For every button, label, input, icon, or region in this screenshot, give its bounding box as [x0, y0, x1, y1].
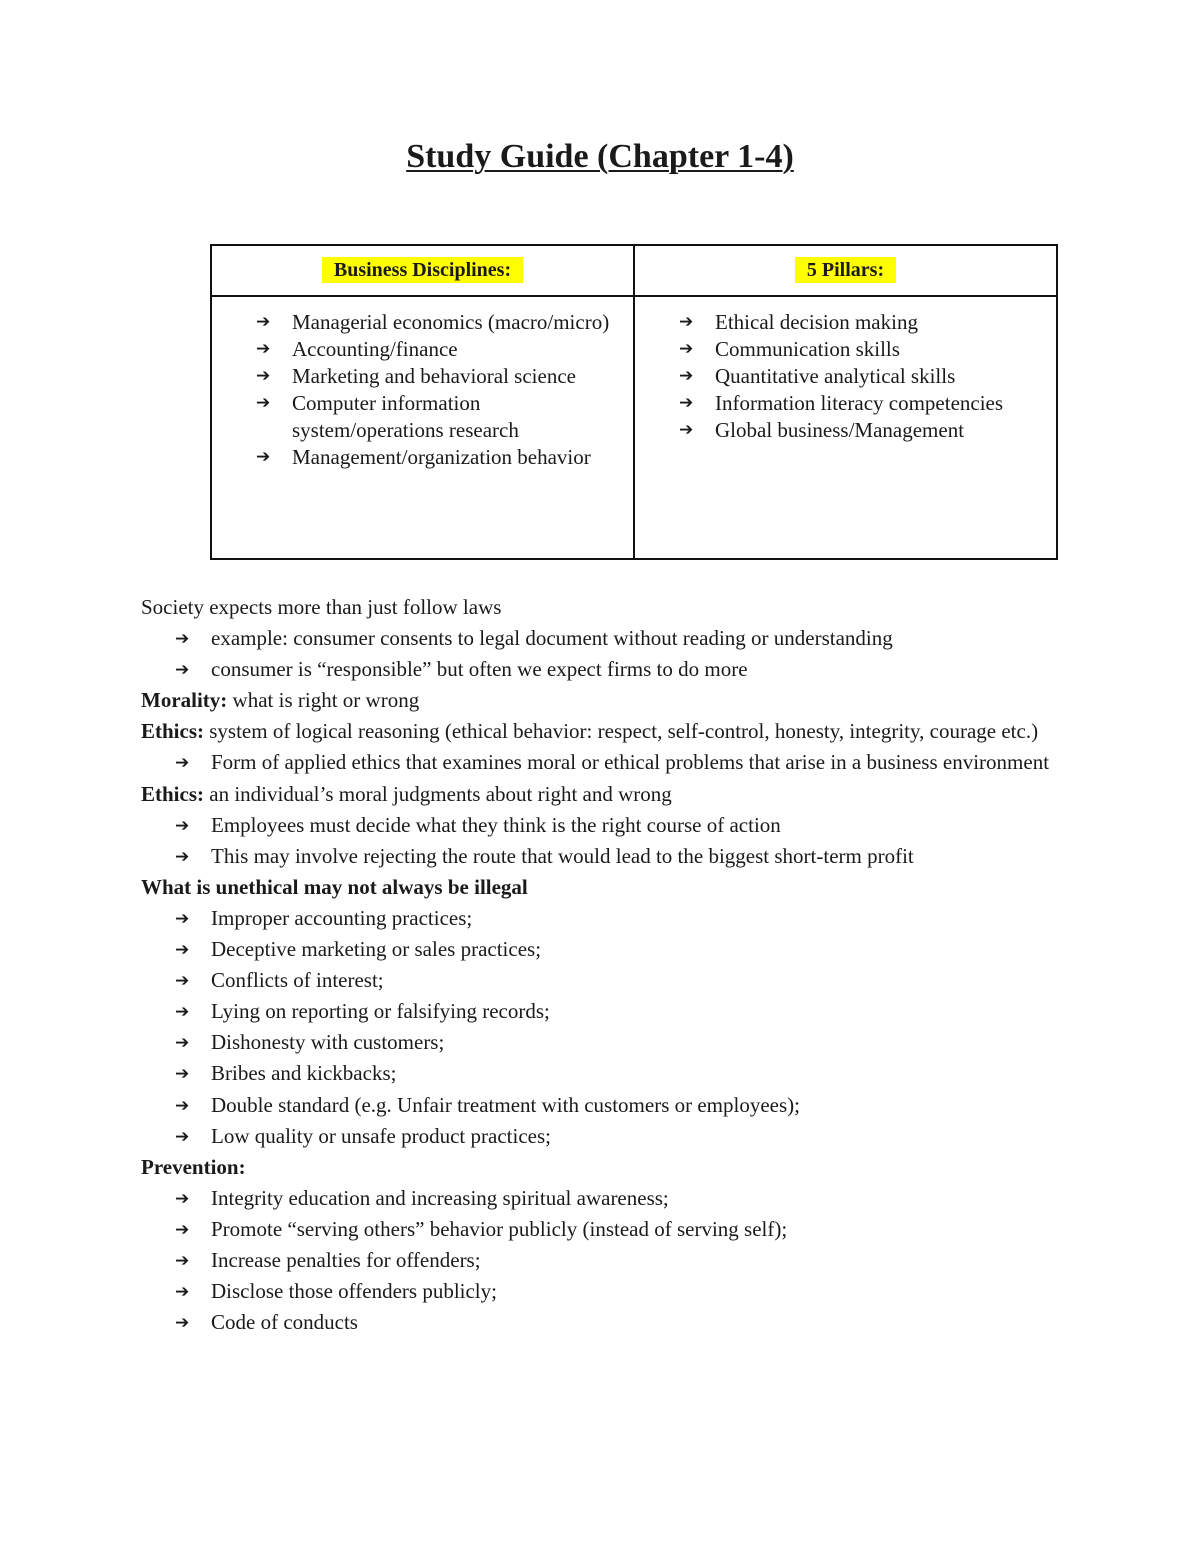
- ethics-definition-2: Ethics: an individual’s moral judgments about right and wrong: [141, 781, 672, 806]
- list-item: ➔ Communication skills: [679, 337, 900, 361]
- list-item: ➔ Promote “serving others” behavior publicly (instead of serving self);: [141, 1214, 1061, 1245]
- arrow-bullet-icon: ➔: [256, 312, 271, 332]
- arrow-bullet-icon: ➔: [175, 908, 190, 929]
- arrow-bullet-icon: ➔: [175, 1002, 190, 1023]
- arrow-bullet-icon: ➔: [256, 339, 271, 359]
- list-item: ➔ Conflicts of interest;: [141, 965, 1061, 996]
- arrow-bullet-icon: ➔: [175, 1064, 190, 1085]
- prevention-heading: Prevention:: [141, 1154, 246, 1179]
- highlight-header: 5 Pillars:: [795, 257, 896, 283]
- pillars-cell: [634, 296, 1057, 559]
- list-item: ➔ Lying on reporting or falsifying records;: [141, 996, 1061, 1027]
- arrow-bullet-icon: ➔: [175, 1188, 190, 1209]
- term-label: Ethics:: [141, 781, 204, 806]
- arrow-bullet-icon: ➔: [679, 420, 694, 440]
- list-item: ➔ Ethical decision making: [679, 310, 918, 334]
- table-header-disciplines: [211, 245, 634, 296]
- arrow-bullet-icon: ➔: [256, 447, 271, 467]
- arrow-bullet-icon: ➔: [679, 393, 694, 413]
- disciplines-cell: [211, 296, 634, 559]
- arrow-bullet-icon: ➔: [256, 366, 271, 386]
- morality-definition: Morality: what is right or wrong: [141, 688, 420, 713]
- arrow-bullet-icon: ➔: [175, 1219, 190, 1240]
- arrow-bullet-icon: ➔: [175, 753, 190, 774]
- arrow-bullet-icon: ➔: [679, 312, 694, 332]
- list-item: ➔ example: consumer consents to legal document without reading or understanding: [141, 623, 1061, 654]
- arrow-bullet-icon: ➔: [175, 971, 190, 992]
- list-item: ➔ Disclose those offenders publicly;: [141, 1276, 1061, 1307]
- list-item: ➔ Global business/Management: [679, 418, 965, 442]
- list-item: ➔ This may involve rejecting the route that would lead to the biggest short-term profit: [141, 841, 1061, 872]
- highlight-header: Business Disciplines:: [322, 257, 523, 283]
- arrow-bullet-icon: ➔: [175, 1033, 190, 1054]
- prevention-list: [141, 1183, 1061, 1338]
- list-item: ➔ Dishonesty with customers;: [141, 1027, 1061, 1058]
- study-notes: [141, 592, 1061, 1338]
- arrow-bullet-icon: ➔: [256, 393, 271, 413]
- list-item: ➔ Code of conducts: [141, 1307, 1061, 1338]
- disciplines-pillars-table: [210, 244, 1058, 560]
- table-header-pillars: [634, 245, 1057, 296]
- list-item: ➔ Integrity education and increasing spiritual awareness;: [141, 1183, 1061, 1214]
- arrow-bullet-icon: ➔: [175, 660, 190, 681]
- list-item: ➔ Form of applied ethics that examines moral or ethical problems that arise in a business environment: [141, 747, 1061, 778]
- arrow-bullet-icon: ➔: [175, 1313, 190, 1334]
- arrow-bullet-icon: ➔: [175, 1250, 190, 1271]
- list-item: ➔ Improper accounting practices;: [141, 903, 1061, 934]
- ethics-definition-1: Ethics: system of logical reasoning (ethical behavior: respect, self-control, honesty, integrity, courage etc.): [141, 719, 1039, 744]
- term-label: Morality:: [141, 688, 228, 713]
- arrow-bullet-icon: ➔: [679, 366, 694, 386]
- page-title: Study Guide (Chapter 1-4): [406, 138, 794, 175]
- list-item: ➔ Employees must decide what they think is the right course of action: [141, 810, 1061, 841]
- unethical-heading: What is unethical may not always be illegal: [141, 874, 528, 899]
- list-item: ➔ Low quality or unsafe product practices;: [141, 1121, 1061, 1152]
- list-item: ➔ Quantitative analytical skills: [679, 364, 956, 388]
- list-item: ➔ Information literacy competencies: [679, 391, 1004, 415]
- term-label: Ethics:: [141, 719, 204, 744]
- list-item: ➔ Increase penalties for offenders;: [141, 1245, 1061, 1276]
- arrow-bullet-icon: ➔: [679, 339, 694, 359]
- list-item: ➔ Managerial economics (macro/micro): [256, 310, 610, 334]
- disciplines-list: [212, 309, 633, 471]
- list-item: ➔ consumer is “responsible” but often we expect firms to do more: [141, 654, 1061, 685]
- unethical-list: [141, 903, 1061, 1152]
- list-item: ➔ Double standard (e.g. Unfair treatment with customers or employees);: [141, 1090, 1061, 1121]
- arrow-bullet-icon: ➔: [175, 1126, 190, 1147]
- arrow-bullet-icon: ➔: [175, 1095, 190, 1116]
- ethics-list-2: [141, 810, 1061, 872]
- pillars-list: [635, 309, 1056, 444]
- arrow-bullet-icon: ➔: [175, 1282, 190, 1303]
- ethics-list-1: [141, 747, 1061, 778]
- arrow-bullet-icon: ➔: [175, 846, 190, 867]
- arrow-bullet-icon: ➔: [175, 629, 190, 650]
- list-item: ➔ Accounting/finance: [256, 337, 458, 361]
- list-item: ➔ Computer information system/operations research: [256, 391, 519, 442]
- list-item: ➔ Management/organization behavior: [256, 445, 591, 469]
- arrow-bullet-icon: ➔: [175, 940, 190, 961]
- list-item: ➔ Marketing and behavioral science: [256, 364, 576, 388]
- arrow-bullet-icon: ➔: [175, 815, 190, 836]
- list-item: ➔ Deceptive marketing or sales practices;: [141, 934, 1061, 965]
- society-intro: Society expects more than just follow laws: [141, 595, 502, 619]
- society-list: [141, 623, 1061, 685]
- list-item: ➔ Bribes and kickbacks;: [141, 1058, 1061, 1089]
